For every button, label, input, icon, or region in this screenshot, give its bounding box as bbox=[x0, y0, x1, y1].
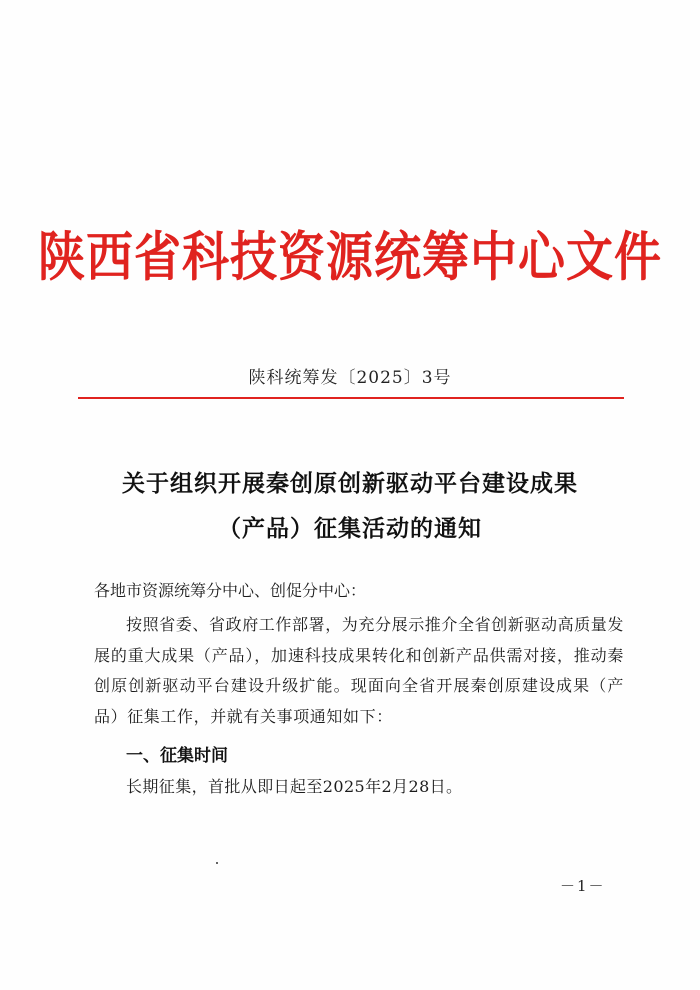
document-number: 陕科统筹发〔2025〕3号 bbox=[248, 368, 452, 388]
section-text-collection-time: 长期征集，首批从即日起至2025年2月28日。 bbox=[126, 777, 463, 796]
scan-speck bbox=[216, 862, 218, 864]
notice-title-line-2: （产品）征集活动的通知 bbox=[218, 516, 482, 542]
red-divider-line bbox=[78, 397, 624, 399]
section-heading-collection-time: 一、征集时间 bbox=[126, 746, 228, 766]
page-number: －1－ bbox=[560, 877, 606, 895]
salutation: 各地市资源统筹分中心、创促分中心： bbox=[94, 581, 367, 600]
body-paragraph: 按照省委、省政府工作部署，为充分展示推介全省创新驱动高质量发展的重大成果（产品），加速科技成果转化和创新产品供需对接，推动秦创原创新驱动平台建设升级扩能。现面向全省开展秦创原建设成果（产品）征集工作，并就有关事项通知如下： bbox=[94, 615, 625, 726]
notice-title-line-1: 关于组织开展秦创原创新驱动平台建设成果 bbox=[122, 471, 578, 497]
issuer-header: 陕西省科技资源统筹中心文件 bbox=[38, 226, 662, 289]
